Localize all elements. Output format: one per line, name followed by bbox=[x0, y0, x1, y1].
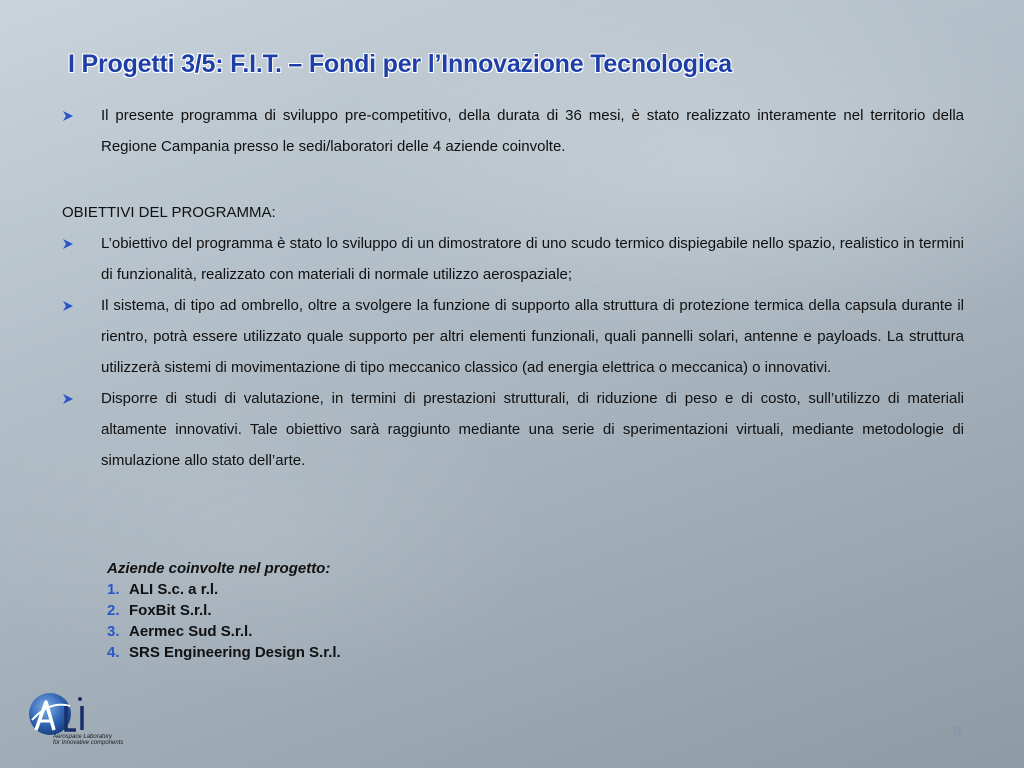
page-number: 8 bbox=[952, 722, 962, 741]
company-number: 2. bbox=[107, 602, 120, 619]
objectives-heading: OBIETTIVI DEL PROGRAMMA: bbox=[62, 204, 276, 221]
company-name: ALI S.c. a r.l. bbox=[129, 581, 219, 598]
company-name: SRS Engineering Design S.r.l. bbox=[129, 644, 341, 661]
logo-caption bbox=[53, 734, 123, 746]
objective-text: Il sistema, di tipo ad ombrello, oltre a svolgere la funzione di supporto alla struttura di protezione termica della capsula durante il rientro, potrà essere utilizzato quale supporto per altri elementi funzionali, quali pannelli solari, antenne e payloads. La struttura utilizzerà sistemi di movimentazione di tipo meccanico classico (ad energia elettrica o meccanica) o innovativi. bbox=[101, 297, 964, 376]
company-item bbox=[107, 621, 341, 642]
company-number: 1. bbox=[107, 581, 120, 598]
ali-logo-icon bbox=[20, 690, 98, 738]
intro-bullet bbox=[62, 100, 964, 162]
arrow-bullet-icon bbox=[62, 228, 78, 250]
companies-title: Aziende coinvolte nel progetto: bbox=[107, 560, 331, 577]
company-item bbox=[107, 600, 341, 621]
companies-list bbox=[107, 558, 341, 663]
company-name: Aermec Sud S.r.l. bbox=[129, 623, 253, 640]
company-number: 4. bbox=[107, 644, 120, 661]
company-name: FoxBit S.r.l. bbox=[129, 602, 212, 619]
objective-bullet bbox=[62, 383, 964, 476]
slide-content bbox=[62, 100, 964, 476]
logo-caption-line2: for Innovative components bbox=[53, 740, 124, 746]
company-item bbox=[107, 579, 341, 600]
objective-bullet bbox=[62, 228, 964, 290]
objective-text: L’obiettivo del programma è stato lo sviluppo di un dimostratore di uno scudo termico dispiegabile nello spazio, realistico in termini di funzionalità, realizzato con materiali di normale utilizzo aerospaziale; bbox=[101, 235, 964, 283]
arrow-bullet-icon bbox=[62, 100, 78, 122]
intro-text: Il presente programma di sviluppo pre-competitivo, della durata di 36 mesi, è stato realizzato interamente nel territorio della Regione Campania presso le sedi/laboratori delle 4 aziende coinvolte. bbox=[101, 107, 964, 155]
arrow-bullet-icon bbox=[62, 383, 78, 405]
company-item bbox=[107, 642, 341, 663]
arrow-bullet-icon bbox=[62, 290, 78, 312]
slide-title: I Progetti 3/5: F.I.T. – Fondi per l’Innovazione Tecnologica bbox=[68, 50, 733, 78]
objective-text: Disporre di studi di valutazione, in termini di prestazioni strutturali, di riduzione di peso e di costo, sull’utilizzo di materiali altamente innovativi. Tale obiettivo sarà raggiunto mediante una serie di sperimentazioni virtuali, mediante metodologie di simulazione allo stato dell’arte. bbox=[101, 390, 964, 469]
logo-caption-line1: Aerospace Laboratory bbox=[53, 734, 113, 740]
objective-bullet bbox=[62, 290, 964, 383]
company-number: 3. bbox=[107, 623, 120, 640]
